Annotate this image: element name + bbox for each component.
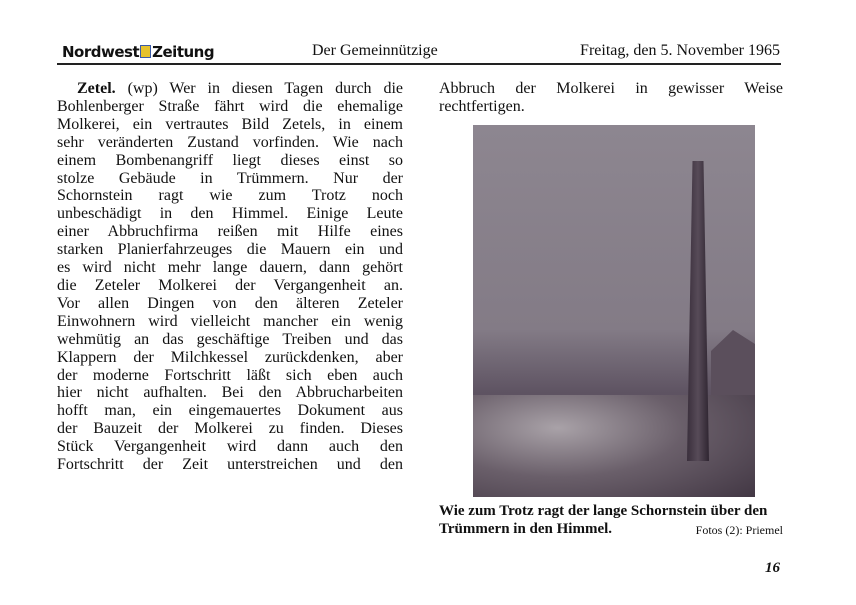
article-line: [57, 152, 403, 170]
article-line-text: einem Bombenangriff liegt dieses einst so: [57, 151, 403, 169]
article-line-text: Einwohnern wird vielleicht mancher ein wenig: [57, 312, 403, 330]
article-line: [57, 205, 403, 223]
article-line: [439, 80, 783, 98]
article-line-text: hofft man, ein eingemauertes Dokument aus: [57, 402, 403, 420]
article-line-text: rechtfertigen.: [439, 97, 525, 115]
article-lead: Zetel.: [77, 80, 116, 97]
crest-icon: [140, 45, 151, 58]
newspaper-logo: [62, 43, 214, 61]
article-line: [57, 223, 403, 241]
article-line: [57, 295, 403, 313]
article-line-text: Stück Vergangenheit wird dann auch den: [57, 438, 403, 456]
article-line-text: starken Planierfahrzeuges die Mauern ein und: [57, 241, 403, 259]
article-line-text: stolze Gebäude in Trümmern. Nur der: [57, 169, 403, 187]
photo-house: [711, 330, 755, 400]
article-line-text: der Bauzeit der Molkerei zu finden. Dieses: [57, 420, 403, 438]
logo-text-left: Nordwest: [62, 43, 140, 61]
page-number: 16: [765, 560, 780, 576]
article-line: [57, 170, 403, 188]
issue-date: Freitag, den 5. November 1965: [580, 42, 780, 59]
article-line-text: die Zeteler Molkerei der Vergangenheit an.: [57, 276, 403, 294]
article-line-text: (wp) Wer in diesen Tagen durch die: [127, 80, 403, 97]
photo-caption: [439, 502, 783, 539]
article-line: [57, 187, 403, 205]
article-line-text: einer Abbruchfirma reißen mit Hilfe eines: [57, 223, 403, 241]
article-line: [57, 277, 403, 295]
article-line-text: wehmütig an das geschäftige Treiben und das: [57, 330, 403, 348]
article-line: [57, 456, 403, 474]
article-line: [57, 402, 403, 420]
article-line: [57, 349, 403, 367]
article-line: [57, 331, 403, 349]
article-line-text: es wird nicht mehr lange dauern, dann gehört: [57, 259, 403, 277]
section-title: Der Gemeinnützige: [312, 42, 438, 59]
article-line-text: Schornstein ragt wie zum Trotz noch: [57, 187, 403, 205]
photo-credit: Fotos (2): Priemel: [695, 523, 783, 537]
article-line: [57, 259, 403, 277]
article-line: [57, 313, 403, 331]
article-line: [57, 98, 403, 116]
article-line-text: Bohlenberger Straße fährt wird die ehemalige: [57, 97, 403, 115]
article-line: [57, 384, 403, 402]
article-line: [57, 80, 403, 98]
article-line-text: der moderne Fortschritt läßt sich eben auch: [57, 366, 403, 384]
article-line-text: Fortschritt der Zeit unterstreichen und den: [57, 456, 403, 474]
article-line: [57, 241, 403, 259]
article-line: [57, 134, 403, 152]
article-line-text: Abbruch der Molkerei in gewisser Weise: [439, 80, 783, 97]
article-line: [57, 420, 403, 438]
article-line: [57, 367, 403, 385]
article-line-text: sehr veränderten Zustand vorfinden. Wie nach: [57, 133, 403, 151]
caption-text: Wie zum Trotz ragt der lange Schornstein über den Trümmern in den Himmel.: [439, 503, 768, 537]
logo-text-right: Zeitung: [152, 43, 215, 61]
photo-rubble: [473, 395, 755, 497]
article-line-text: Molkerei, ein vertrautes Bild Zetels, in einem: [57, 115, 403, 133]
article-line-text: unbeschädigt in den Himmel. Einige Leute: [57, 205, 403, 223]
article-line-text: Vor allen Dingen von den älteren Zeteler: [57, 294, 403, 312]
article-line: [57, 438, 403, 456]
article-column-left: [57, 80, 403, 474]
article-line-text: Klappern der Milchkessel zurückdenken, aber: [57, 348, 403, 366]
header-rule: [57, 63, 781, 65]
article-line-text: hier nicht aufhalten. Bei den Abbrucharbeiten: [57, 384, 403, 402]
article-line: [57, 116, 403, 134]
photo-demolished-dairy-chimney: [473, 125, 755, 497]
article-column-right: [439, 80, 783, 116]
photo-chimney: [687, 161, 709, 461]
article-line: [439, 98, 783, 116]
